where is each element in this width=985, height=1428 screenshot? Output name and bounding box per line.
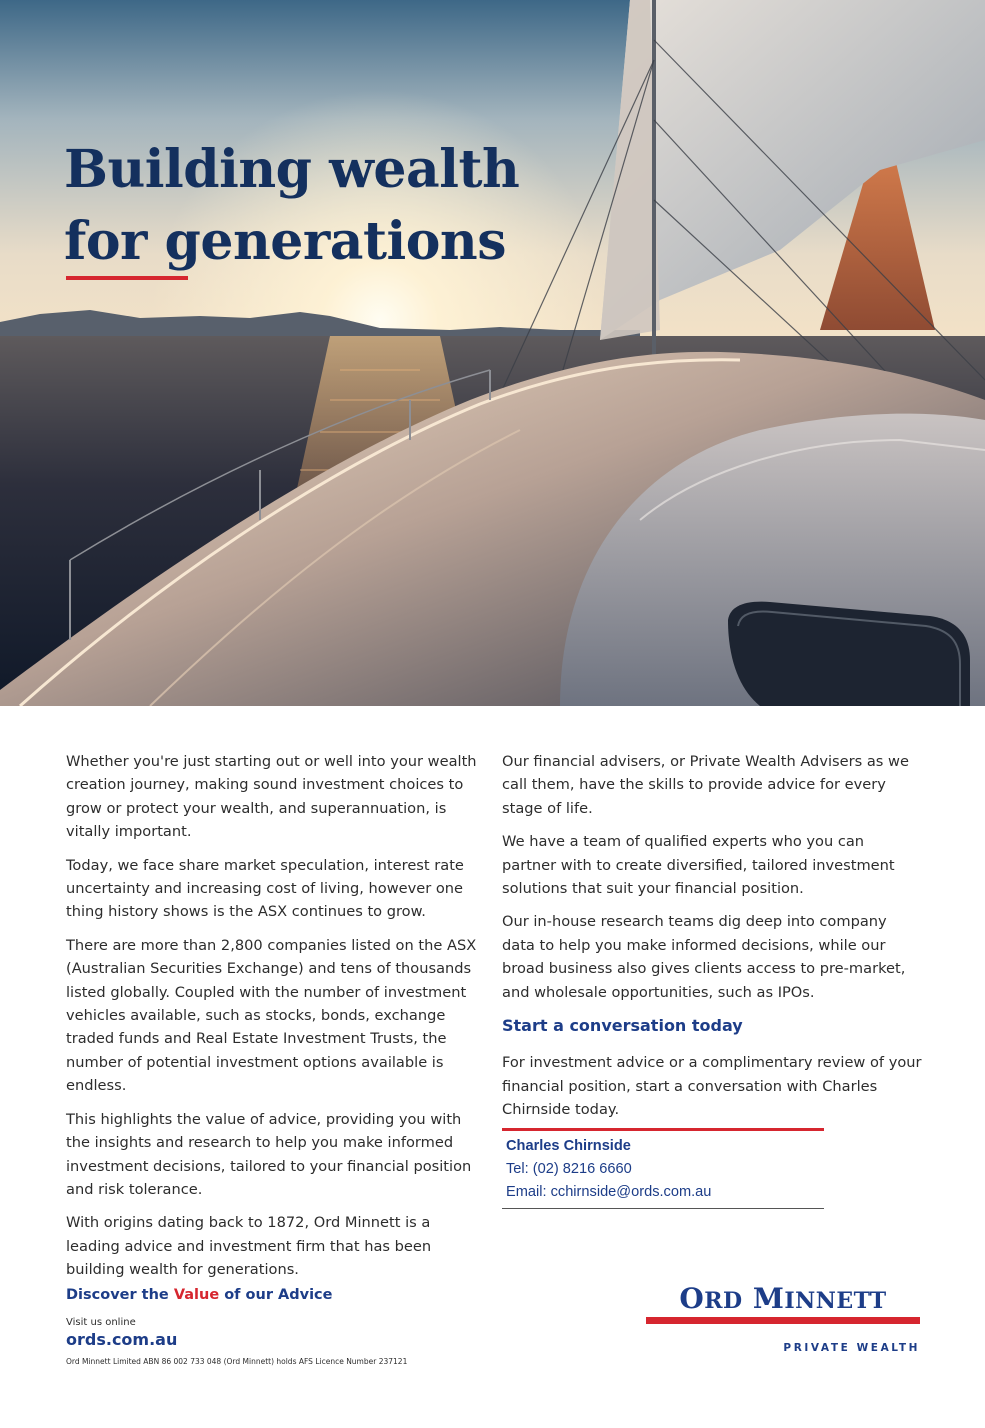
logo-initial-o: O [679,1282,705,1315]
body-paragraph: With origins dating back to 1872, Ord Minnett is a leading advice and investment firm that has been building wealth for generations. [66,1214,432,1279]
footer [66,1287,407,1366]
hero-image [0,0,985,706]
body-paragraph: There are more than 2,800 companies listed on the ASX (Australian Securities Exchange) and tens of thousands listed globally. Coupled with the number of investment vehicles available, such as stocks, bonds, exchange traded funds and Real Estate Investment Trusts, the number of potential investment options available is endless. [66,936,477,1095]
contact-phone[interactable]: Tel: (02) 8216 6660 [506,1161,632,1177]
legal-disclaimer: Ord Minnett Limited ABN 86 002 733 048 (Ord Minnett) holds AFS Licence Number 237121 [66,1357,408,1366]
contact-bottom-rule [502,1208,824,1209]
discover-prefix: Discover the [66,1287,174,1303]
body-paragraph: Today, we face share market speculation, interest rate uncertainty and increasing cost of living, however one thing history shows is the ASX continues to grow. [66,856,464,921]
contact-name: Charles Chirnside [506,1138,631,1154]
logo-red-bar [646,1317,920,1324]
visit-label: Visit us online [66,1317,136,1328]
title-line-1: Building wealth [64,139,520,200]
logo-word2-rest: INNETT [784,1288,887,1314]
cta-text: For investment advice or a complimentary review of your financial position, start a conversation with Charles Chirnside today. [502,1054,922,1119]
body-paragraph: Our in-house research teams dig deep into company data to help you make informed decisions, while our broad business also gives clients access to pre-market, and wholesale opportunities, such as IPOs. [502,913,906,1001]
logo-word1-rest: RD [704,1288,743,1314]
logo-wordmark [646,1284,920,1316]
body-paragraph: Whether you're just starting out or well into your wealth creation journey, making sound investment choices to grow or protect your wealth, and superannuation, is vitally important. [66,753,477,841]
body-paragraph: This highlights the value of advice, providing you with the insights and research to help you make informed investment decisions, tailored to your financial position and risk tolerance. [66,1110,472,1198]
title-line-2: for generations [64,211,507,272]
title-underline [66,276,188,280]
body-left-column [66,750,486,1292]
body-paragraph: Our financial advisers, or Private Wealth Advisers as we call them, have the skills to provide advice for every stage of life. [502,753,909,817]
contact-top-rule [502,1128,824,1131]
discover-tagline [66,1287,407,1303]
logo-subtitle: PRIVATE WEALTH [783,1342,920,1354]
website-link[interactable]: ords.com.au [66,1330,178,1349]
logo-initial-m: M [752,1282,785,1315]
page-title [64,134,519,278]
contact-email[interactable]: Email: cchirnside@ords.com.au [506,1184,712,1200]
contact-card [502,1128,824,1209]
body-paragraph: We have a team of qualified experts who you can partner with to create diversified, tailored investment solutions that suit your financial position. [502,833,895,898]
cta-heading: Start a conversation today [502,1016,743,1036]
discover-suffix: of our Advice [219,1287,333,1303]
sailboat-sunset-photo [0,0,985,706]
body-right-column [502,750,922,1132]
discover-accent: Value [173,1287,220,1303]
ord-minnett-logo [646,1284,920,1354]
